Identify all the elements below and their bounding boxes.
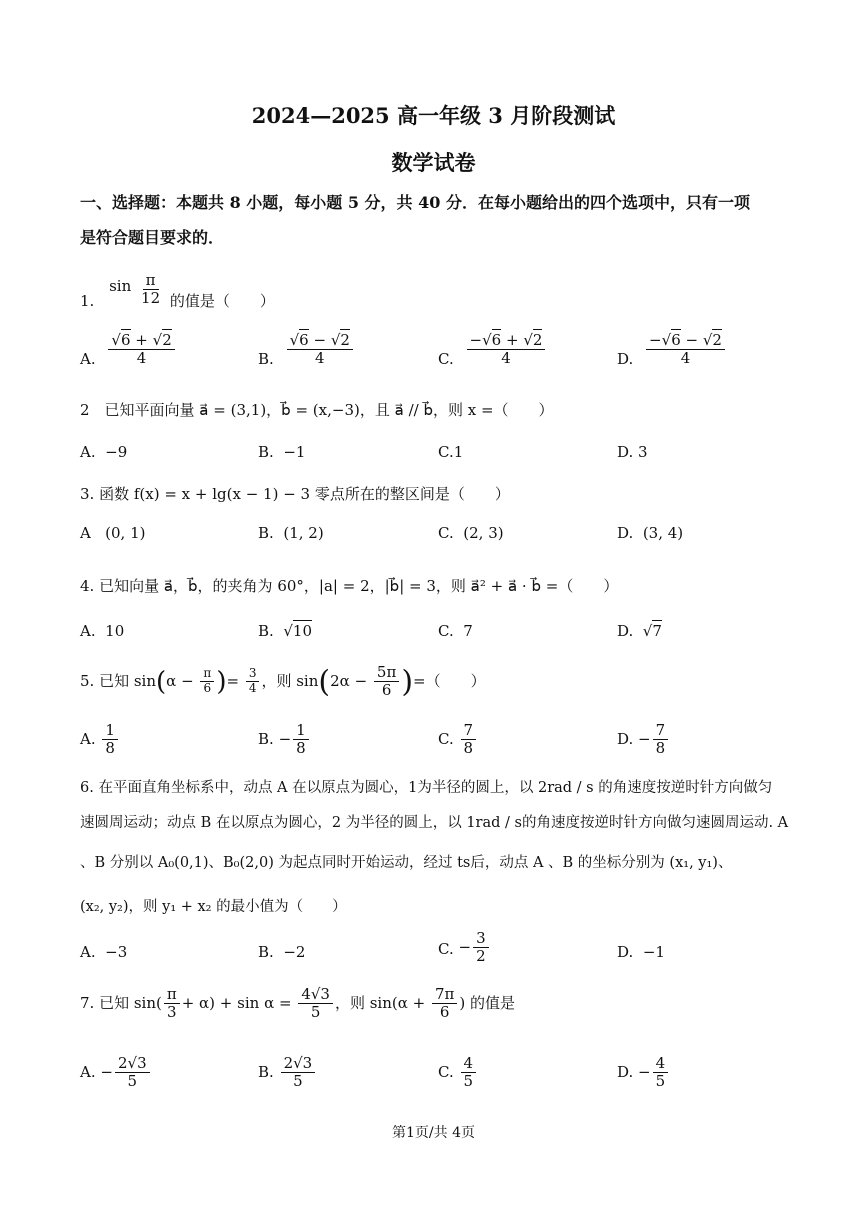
option-label: B. (258, 524, 274, 542)
q5-option-d[interactable] (617, 722, 670, 758)
question-6-line-1: 6. 在平面直角坐标系中，动点 A 在以原点为圆心，1为半径的圆上，以 2rad / s 的角速度按逆时针方向做匀 (80, 780, 773, 796)
q1-option-a[interactable] (80, 332, 177, 368)
question-2: 2 已知平面向量 a⃗ = (3,1)，b⃗ = (x,−3)，且 a⃗ // b⃗，则 x =（ ） (80, 401, 554, 419)
q5-equals: = (226, 671, 240, 690)
frac-num: 4 (461, 1055, 477, 1073)
option-sign: − (100, 1062, 113, 1081)
question-1 (80, 272, 275, 308)
frac-den: 3 (167, 1003, 177, 1022)
frac-den: 8 (105, 739, 115, 758)
frac-num: π (164, 986, 180, 1004)
option-label: A. (80, 729, 96, 748)
option-label: C. (438, 622, 454, 640)
q5-mid: ，则 sin (261, 671, 319, 690)
option-label: C. (438, 939, 454, 958)
q5-suffix: =（ ） (413, 671, 486, 690)
option-frac-num: −√6 + √2 (467, 332, 546, 350)
option-label: D. (617, 349, 634, 368)
option-fraction (461, 1055, 477, 1091)
question-5: 5. 已知 sin(α − $\frac{\pi}{6}$ )= $\frac{3}{4}$ ，则 sin(2α − $\frac{5\pi}{6}$ )=（ ） (80, 663, 486, 700)
option-frac-den: 4 (680, 349, 691, 368)
option-frac-num: √6 + √2 (108, 332, 174, 350)
option-sign: − (458, 937, 472, 956)
option-value: −1 (642, 943, 665, 961)
option-fraction (287, 332, 353, 368)
option-fraction (281, 1055, 316, 1091)
q2-option-c[interactable] (438, 443, 463, 461)
option-value: 1 (453, 443, 464, 461)
option-fraction (646, 332, 725, 368)
q1-frac-den: 12 (141, 289, 161, 308)
q4-option-d[interactable]: D. √7 (617, 622, 662, 640)
q3-option-d[interactable] (617, 524, 683, 542)
frac-den: 5 (127, 1072, 138, 1091)
q3-option-a[interactable] (80, 524, 145, 542)
q7-prefix: 7. 已知 sin( (80, 993, 162, 1012)
option-value: (3, 4) (642, 524, 684, 542)
q6-option-c[interactable] (438, 930, 491, 966)
option-radicand: 10 (292, 622, 312, 640)
q1-fraction (138, 272, 163, 308)
option-value: 3 (638, 443, 648, 461)
option-sign: − (278, 729, 292, 748)
q7-option-d[interactable] (617, 1055, 670, 1091)
option-label: C. (438, 729, 454, 748)
q5-arg1-frac (200, 667, 214, 696)
frac-num: 2√3 (115, 1055, 150, 1073)
option-label: B. (258, 729, 274, 748)
option-label: A. (80, 443, 96, 461)
option-value: (0, 1) (105, 524, 146, 542)
option-radicand: 7 (652, 622, 662, 640)
q7-suffix: ) 的值是 (459, 993, 516, 1012)
question-4: 4. 已知向量 a⃗，b⃗，的夹角为 60°，|a| = 2，|b⃗| = 3，则 a⃗² + a⃗ · b⃗ =（ ） (80, 577, 619, 595)
q2-option-a[interactable] (80, 443, 127, 461)
q7-option-a[interactable] (80, 1055, 152, 1091)
frac-num: 5π (374, 664, 399, 682)
q6-option-b[interactable] (258, 943, 305, 961)
option-fraction (473, 930, 489, 966)
frac-num: 7 (461, 722, 477, 740)
q7-option-c[interactable] (438, 1055, 478, 1091)
option-label: C. (438, 349, 454, 368)
q7-mid: ，则 sin(α + (334, 993, 426, 1012)
page-footer: 第1页/共 4页 (392, 1125, 475, 1141)
option-fraction (653, 722, 669, 758)
option-value: −2 (283, 943, 306, 961)
option-fraction (653, 1055, 669, 1091)
q7-arg2-frac (432, 986, 457, 1022)
q5-ratio-frac (246, 667, 260, 696)
q5-option-c[interactable] (438, 722, 478, 758)
option-fraction (467, 332, 546, 368)
option-label: D. (617, 524, 634, 542)
frac-den: 6 (381, 681, 392, 700)
q3-option-b[interactable] (258, 524, 324, 542)
frac-num: π (200, 667, 214, 682)
exam-title: 2024—2025 高一年级 3 月阶段测试 (251, 103, 616, 128)
q4-option-b[interactable]: B. √10 (258, 622, 312, 640)
q7-arg1-post: + α) + sin α = (181, 993, 292, 1012)
section-heading-line2: 是符合题目要求的． (80, 228, 225, 247)
option-label: A. (80, 1062, 96, 1081)
question-6-line-4: (x₂, y₂)，则 y₁ + x₂ 的最小值为（ ） (80, 899, 347, 915)
option-frac-den: 4 (501, 349, 511, 368)
frac-num: 7 (653, 722, 669, 740)
option-label: B. (258, 943, 274, 961)
q6-option-d[interactable] (617, 943, 665, 961)
option-frac-num: −√6 − √2 (646, 332, 725, 350)
frac-den: 5 (655, 1072, 666, 1091)
q1-option-c[interactable] (438, 332, 547, 368)
q2-option-d[interactable] (617, 443, 648, 461)
frac-den: 5 (293, 1072, 303, 1091)
option-label: D. (617, 1062, 634, 1081)
frac-den: 4 (248, 681, 257, 696)
q2-option-b[interactable] (258, 443, 305, 461)
frac-den: 6 (439, 1003, 450, 1022)
option-frac-den: 4 (314, 349, 325, 368)
q1-sin: sin (109, 276, 132, 295)
option-label: B. (258, 622, 274, 640)
section-heading-line1: 一、选择题：本题共 8 小题，每小题 5 分，共 40 分．在每小题给出的四个选项中，只有一项 (80, 193, 750, 212)
option-fraction (293, 722, 309, 758)
frac-den: 8 (655, 739, 666, 758)
option-label: B. (258, 349, 274, 368)
option-sign: − (638, 729, 651, 748)
option-label: A. (80, 943, 96, 961)
q3-option-c[interactable] (438, 524, 504, 542)
option-label: D. (617, 943, 634, 961)
frac-num: 7π (432, 986, 457, 1004)
option-frac-num: √6 − √2 (287, 332, 353, 350)
frac-den: 6 (203, 681, 212, 696)
option-value: 7 (463, 622, 473, 640)
option-label: C. (438, 443, 454, 461)
option-value: −1 (283, 443, 306, 461)
frac-den: 8 (296, 739, 306, 758)
frac-num: 1 (102, 722, 118, 740)
frac-num: 4√3 (298, 986, 333, 1004)
option-value: −3 (105, 943, 128, 961)
q7-arg1-frac (164, 986, 180, 1022)
q1-frac-num: π (143, 272, 159, 290)
q4-option-a[interactable] (80, 622, 124, 640)
frac-den: 5 (463, 1072, 474, 1091)
option-value: 10 (105, 622, 125, 640)
option-label: C. (438, 1062, 454, 1081)
frac-num: 4 (653, 1055, 669, 1073)
q1-suffix: 的值是（ ） (169, 291, 275, 310)
q1-option-b[interactable] (258, 332, 355, 368)
exam-subtitle: 数学试卷 (391, 150, 476, 175)
option-label: A (80, 524, 91, 542)
option-fraction (461, 722, 477, 758)
q5-prefix: 5. 已知 sin (80, 671, 157, 690)
frac-num: 3 (246, 667, 260, 682)
q5-option-a[interactable] (80, 722, 120, 758)
q5-arg2-frac (374, 664, 399, 700)
q5-arg1-lead: α − (166, 671, 194, 690)
option-label: C. (438, 524, 454, 542)
option-value: −9 (105, 443, 128, 461)
option-label: D. (617, 622, 634, 640)
option-label: B. (258, 1062, 274, 1081)
option-frac-den: 4 (136, 349, 147, 368)
question-7 (80, 986, 515, 1022)
question-6-line-3: 、B 分别以 A₀(0,1)、B₀(2,0) 为起点同时开始运动，经过 ts后，动点 A 、B 的坐标分别为 (x₁, y₁)、 (80, 855, 733, 871)
question-6-line-2: 速圆周运动；动点 B 在以原点为圆心，2 为半径的圆上，以 1rad / s的角速度按逆时针方向做匀速圆周运动. A (80, 815, 789, 831)
option-fraction (115, 1055, 150, 1091)
frac-den: 5 (310, 1003, 321, 1022)
option-label: B. (258, 443, 274, 461)
option-fraction (108, 332, 174, 368)
option-label: D. (617, 729, 634, 748)
option-label: A. (80, 349, 96, 368)
option-value: (1, 2) (283, 524, 324, 542)
frac-den: 2 (476, 947, 486, 966)
option-value: (2, 3) (463, 524, 504, 542)
q7-option-b[interactable] (258, 1055, 317, 1091)
q6-option-a[interactable] (80, 943, 127, 961)
q7-ratio-frac (298, 986, 333, 1022)
question-3: 3. 函数 f(x) = x + lg(x − 1) − 3 零点所在的整区间是（ ） (80, 485, 510, 503)
q5-arg2-lead: 2α − (330, 671, 368, 690)
option-label: D. (617, 443, 634, 461)
frac-num: 3 (473, 930, 489, 948)
frac-den: 8 (463, 739, 474, 758)
q4-option-c[interactable] (438, 622, 473, 640)
frac-num: 1 (293, 722, 309, 740)
q1-option-d[interactable] (617, 332, 727, 368)
option-sign: − (638, 1062, 651, 1081)
q5-option-b[interactable] (258, 722, 311, 758)
frac-num: 2√3 (281, 1055, 316, 1073)
q1-prefix: 1. (80, 291, 95, 310)
option-fraction (102, 722, 118, 758)
option-label: A. (80, 622, 96, 640)
